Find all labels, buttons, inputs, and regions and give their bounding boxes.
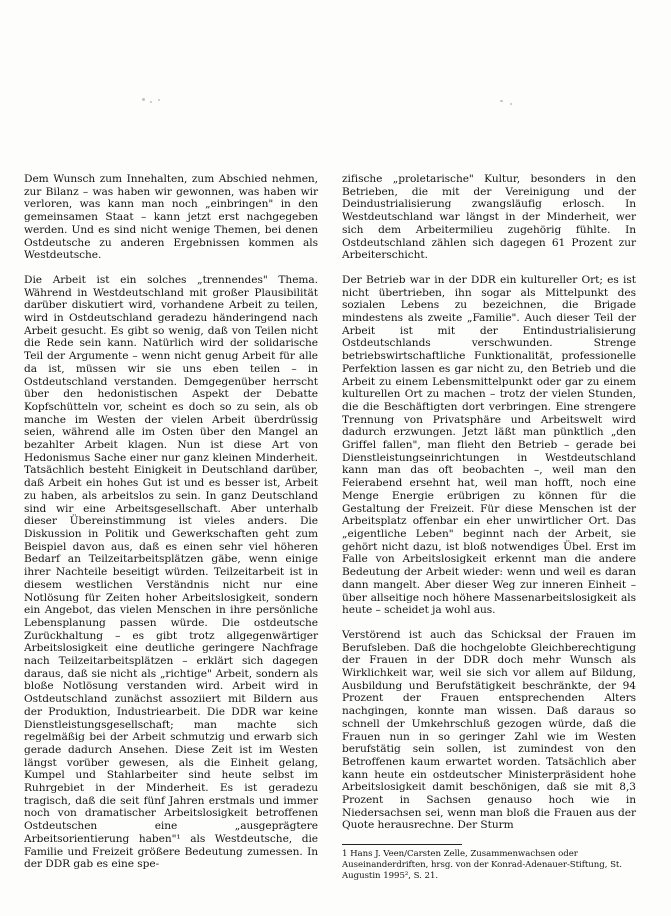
paragraph-intro: Dem Wunsch zum Innehalten, zum Abschied nehmen, zur Bilanz – was haben wir gewonnen, was haben wir verloren, was kann man noch „einbringen" in den gemeinsamen Staat – kann jetzt erst nachgegeben werden. Und es sind nicht wenige Themen, bei denen Ostdeutsche zu anderen Ergebnissen kommen als Westdeutsche. — [24, 173, 318, 262]
left-text-column — [24, 173, 318, 883]
paragraph-women-employment: Verstörend ist auch das Schicksal der Frauen im Berufsleben. Daß die hochgelobte Gleichberechtigung der Frauen in der DDR doch mehr Wunsch als Wirklichkeit war, weil sie sich vor allem auf Bildung, Ausbildung und Berufstätigkeit beschränkte, der 94 Prozent der Frauen entsprechenden Alters nachgingen, konnte man wissen. Daß daraus so schnell der Umkehrschluß gezogen würde, daß die Frauen nun in so geringer Zahl wie im Westen berufstätig sein sollen, ist zumindest von den Betroffenen kaum erwartet worden. Tatsächlich aber kann heute ein ostdeutscher Ministerpräsident hohe Arbeitslosigkeit damit beschönigen, daß sie mit 8,3 Prozent in Sachsen genauso hoch wie in Niedersachsen sei, wenn man bloß die Frauen aus der Quote herausrechne. Der Sturm — [342, 628, 636, 832]
paragraph-work-topic: Die Arbeit ist ein solches „trennendes" Thema. Während in Westdeutschland mit großer Plausibilität darüber diskutiert wird, vorhandene Arbeit zu teilen, wird in Ostdeutschland geradezu händeringend nach Arbeit gesucht. Es gibt so wenig, daß von Teilen nicht die Rede sein kann. Natürlich wird der solidarische Teil der Argumente – wenn nicht genug Arbeit für alle da ist, müssen wir sie uns eben teilen – in Ostdeutschland verstanden. Demgegenüber herrscht über den hedonistischen Aspekt der Debatte Kopfschütteln vor, scheint es doch so zu sein, als ob manche im Westen der vielen Arbeit überdrüssig seien, während alle im Osten über den Mangel an bezahlter Arbeit klagen. Nun ist diese Art von Hedonismus Sache einer nur ganz kleinen Minderheit. Tatsächlich besteht Einigkeit in Deutschland darüber, daß Arbeit ein hohes Gut ist und es besser ist, Arbeit zu haben, als arbeitslos zu sein. In ganz Deutschland sind wir eine Arbeitsgesellschaft. Aber unterhalb dieser Übereinstimmung ist vieles anders. Die Diskussion in Politik und Gewerkschaften geht zum Beispiel davon aus, daß es einen sehr viel höheren Bedarf an Teilzeitarbeitsplätzen gäbe, wenn einige ihrer Nachteile beseitigt würden. Teilzeitarbeit ist in diesem westlichen Verständnis nicht nur eine Notlösung für Zeiten hoher Arbeitslosigkeit, sondern ein Angebot, das vielen Menschen in ihre persönliche Lebensplanung passen würde. Die ostdeutsche Zurückhaltung – es gibt trotz allgegenwärtiger Arbeitslosigkeit eine deutliche geringere Nachfrage nach Teilzeitarbeitsplätzen – erklärt sich dagegen daraus, daß sie nicht als „richtige" Arbeit, sondern als bloße Notlösung verstanden wird. Arbeit wird in Ostdeutschland zunächst assoziiert mit Bildern aus der Produktion, Industriearbeit. Die DDR war keine Dienstleistungsgesellschaft; man machte sich regelmäßig bei der Arbeit schmutzig und erwarb sich gerade dadurch Ansehen. Diese Zeit ist im Westen längst vorüber gewesen, als die Einheit gelang, Kumpel und Stahlarbeiter sind heute selbst im Ruhrgebiet in der Minderheit. Es ist geradezu tragisch, daß die seit fünf Jahren erstmals und immer noch von dramatischer Arbeitslosigkeit betroffenen Ostdeutschen eine „ausgeprägtere Arbeitsorientierung haben"¹ als Westdeutsche, die Familie und Freizeit größere Bedeutung zumessen. In der DDR gab es eine spe- — [24, 273, 318, 871]
paragraph-proletarian-culture: zifische „proletarische" Kultur, besonders in den Betrieben, die mit der Vereinigung und der Deindustrialisierung zwangsläufig erlosch. In Westdeutschland war längst in der Minderheit, wer sich dem Arbeitermilieu zugehörig fühlte. In Ostdeutschland zählen sich dagegen 61 Prozent zur Arbeiterschicht. — [342, 173, 636, 262]
scan-speck — [142, 98, 145, 101]
scan-speck — [510, 103, 512, 105]
scan-speck — [158, 99, 160, 101]
footnote-divider — [342, 844, 462, 845]
scan-speck — [500, 100, 503, 102]
right-text-column — [342, 173, 636, 881]
scan-speck — [150, 101, 152, 103]
paragraph-workplace-culture: Der Betrieb war in der DDR ein kultureller Ort; es ist nicht übertrieben, ihn sogar als Mittelpunkt des sozialen Lebens zu bezeichnen, die Brigade mindestens als zweite „Familie". Auch dieser Teil der Arbeit ist mit der Entindustrialisierung Ostdeutschlands verschwunden. Strenge betriebswirtschaftliche Funktionalität, professionelle Perfektion lassen es gar nicht zu, den Betrieb und die Arbeit zu einem Lebensmittelpunkt oder gar zu einem kulturellen Ort zu machen – trotz der vielen Stunden, die die Beschäftigten dort verbringen. Eine strengere Trennung von Privatsphäre und Arbeitswelt wird dadurch erzwungen. Jetzt läßt man pünktlich „den Griffel fallen", man flieht den Betrieb – gerade bei Dienstleistungseinrichtungen in Westdeutschland kann man das oft beobachten –, weil man den Feierabend ersehnt hat, weil man hofft, noch eine Menge Energie erübrigen zu können für die Gestaltung der Freizeit. Für diese Menschen ist der Arbeitsplatz offenbar ein eher unwirtlicher Ort. Das „eigentliche Leben" beginnt nach der Arbeit, sie gehört nicht dazu, ist bloß notwendiges Übel. Erst im Falle von Arbeitslosigkeit erkennt man die andere Bedeutung der Arbeit wieder: wenn und weil es daran dann mangelt. Aber dieser Weg zur inneren Einheit – über allseitige noch höhere Massenarbeitslosigkeit als heute – scheidet ja wohl aus. — [342, 273, 636, 617]
footnote: 1 Hans J. Veen/Carsten Zelle, Zusammenwachsen oder Auseinanderdriften, hrsg. von der Konrad-Adenauer-Stiftung, St. Augustin 1995², S. 21. — [342, 849, 622, 881]
